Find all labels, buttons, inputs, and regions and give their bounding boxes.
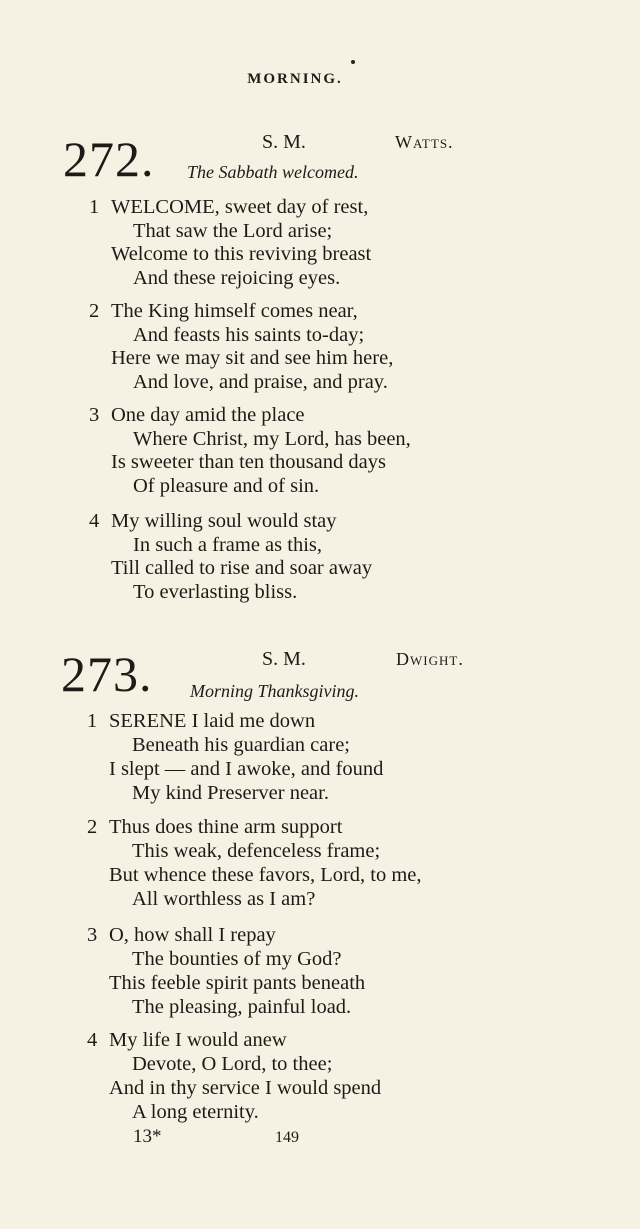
running-head: MORNING. [247,71,343,87]
verse-line: The bounties of my God? [132,948,342,970]
verse-number: 4 [89,510,100,532]
ink-speck [351,60,355,64]
verse-line: O, how shall I repay [109,924,276,946]
verse-line: Beneath his guardian care; [132,734,351,756]
verse-line: And in thy service I would spend [109,1077,382,1099]
verse-line: And feasts his saints to-day; [133,324,365,346]
verse-number: 3 [87,924,98,946]
verse-line: And love, and praise, and pray. [133,371,388,393]
verse-line: Till called to rise and soar away [111,557,373,579]
verse-line: My willing soul would stay [111,510,337,532]
page-number: 149 [275,1129,299,1146]
verse-number: 2 [87,816,98,838]
verse-line: My life I would anew [109,1029,287,1051]
verse-line: Of pleasure and of sin. [133,475,320,497]
verse-line: Here we may sit and see him here, [111,347,394,369]
verse-line: Welcome to this reviving breast [111,243,372,265]
verse-line: The King himself comes near, [111,300,358,322]
printers-signature: 13* [133,1126,162,1147]
verse-number: 1 [87,710,98,732]
verse-line: Where Christ, my Lord, has been, [133,428,411,450]
verse-line: Devote, O Lord, to thee; [132,1053,333,1075]
verse-line: All worthless as I am? [132,888,316,910]
hymn-meter: S. M. [262,131,306,153]
hymn-number: 273. [61,646,153,702]
hymn-meter: S. M. [262,648,306,670]
verse-line: But whence these favors, Lord, to me, [109,864,422,886]
hymn-number: 272. [63,131,155,187]
verse-line: To everlasting bliss. [133,581,298,603]
verse-line: The pleasing, painful load. [132,996,352,1018]
verse-line: SERENE I laid me down [109,710,316,732]
verse-line: In such a frame as this, [133,534,322,556]
hymn-subtitle: Morning Thanksgiving. [190,681,359,701]
verse-number: 1 [89,196,100,218]
verse-number: 2 [89,300,100,322]
verse-number: 3 [89,404,100,426]
verse-line: This feeble spirit pants beneath [109,972,366,994]
verse-line: Thus does thine arm support [109,816,343,838]
verse-number: 4 [87,1029,98,1051]
verse-line: That saw the Lord arise; [133,220,333,242]
verse-line: Is sweeter than ten thousand days [111,451,386,473]
verse-line: One day amid the place [111,404,305,426]
hymn-tune: Watts. [395,132,454,152]
verse-line: WELCOME, sweet day of rest, [111,196,369,218]
verse-line: And these rejoicing eyes. [133,267,341,289]
verse-line: A long eternity. [132,1101,259,1123]
verse-line: My kind Preserver near. [132,782,329,804]
verse-line: This weak, defenceless frame; [132,840,381,862]
hymn-tune: Dwight. [396,649,464,669]
hymn-subtitle: The Sabbath welcomed. [187,162,359,182]
verse-line: I slept — and I awoke, and found [109,758,384,780]
